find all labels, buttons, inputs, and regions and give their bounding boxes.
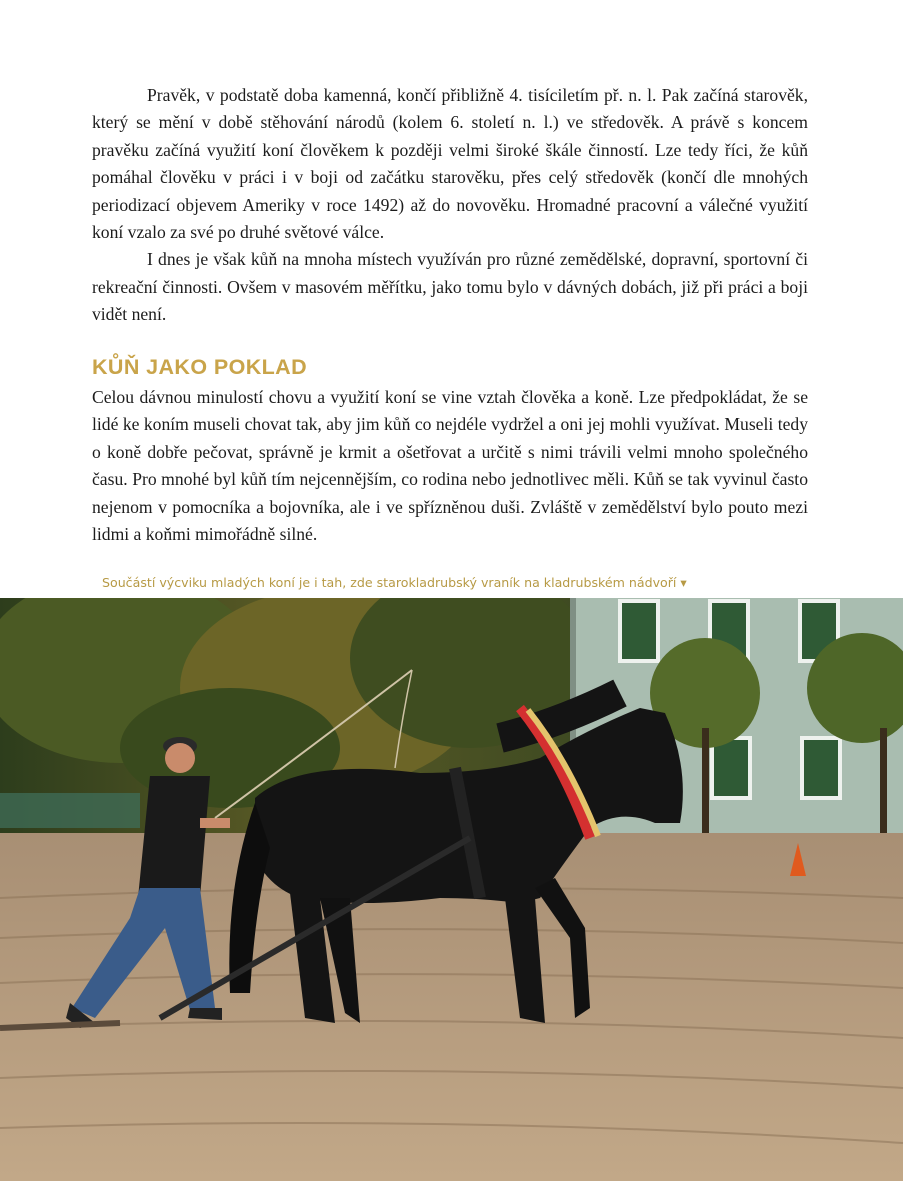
intro-paragraph-1: Pravěk, v podstatě doba kamenná, končí přibližně 4. tisíciletím př. n. l. Pak začíná starověk, který se mění v době stěhování národů (kolem 6. století n. l.) ve středověk. A právě s koncem pravěku začíná využití koní člověkem k později velmi široké škále činností. Lze tedy říci, že kůň pomáhal člověku v práci i v boji od začátku starověku, přes celý středověk (končí dle mnohých periodizací objevem Ameriky v roce 1492) až do novověku. Hromadné pracovní a válečné využití koní vzalo za své po druhé světové válce. bbox=[92, 85, 808, 243]
photo-caption: Součástí výcviku mladých koní je i tah, zde starokladrubský vraník na kladrubském nádvoří ▾ bbox=[102, 575, 687, 590]
section-text bbox=[92, 384, 808, 548]
section-paragraph-1: Celou dávnou minulostí chovu a využití koní se vine vztah člověka a koně. Lze předpokládat, že se lidé ke koním museli chovat tak, aby jim kůň co nejdéle vydržel a oni jej mohli využívat. Museli tedy o koně dobře pečovat, správně je krmit a ošetřovat a určitě s nimi trávili velmi mnoho společného času. Pro mnohé byl kůň tím nejcennějším, co rodina nebo jednotlivec měli. Kůň se tak vyvinul často nejenom v pomocníka a bojovníka, ale i ve spřízněnou duši. Zvláště v zemědělství bylo pouto mezi lidmi a koňmi mimořádně silné. bbox=[92, 387, 808, 545]
horse-training-photo bbox=[0, 598, 903, 1181]
intro-paragraph-2: I dnes je však kůň na mnoha místech využíván pro různé zemědělské, dopravní, sportovní či rekreační činnosti. Ovšem v masovém měřítku, jako tomu bylo v dávných dobách, již při práci a boji vidět není. bbox=[92, 249, 808, 325]
section-heading: KŮŇ JAKO POKLAD bbox=[92, 355, 308, 379]
intro-text bbox=[92, 82, 808, 329]
